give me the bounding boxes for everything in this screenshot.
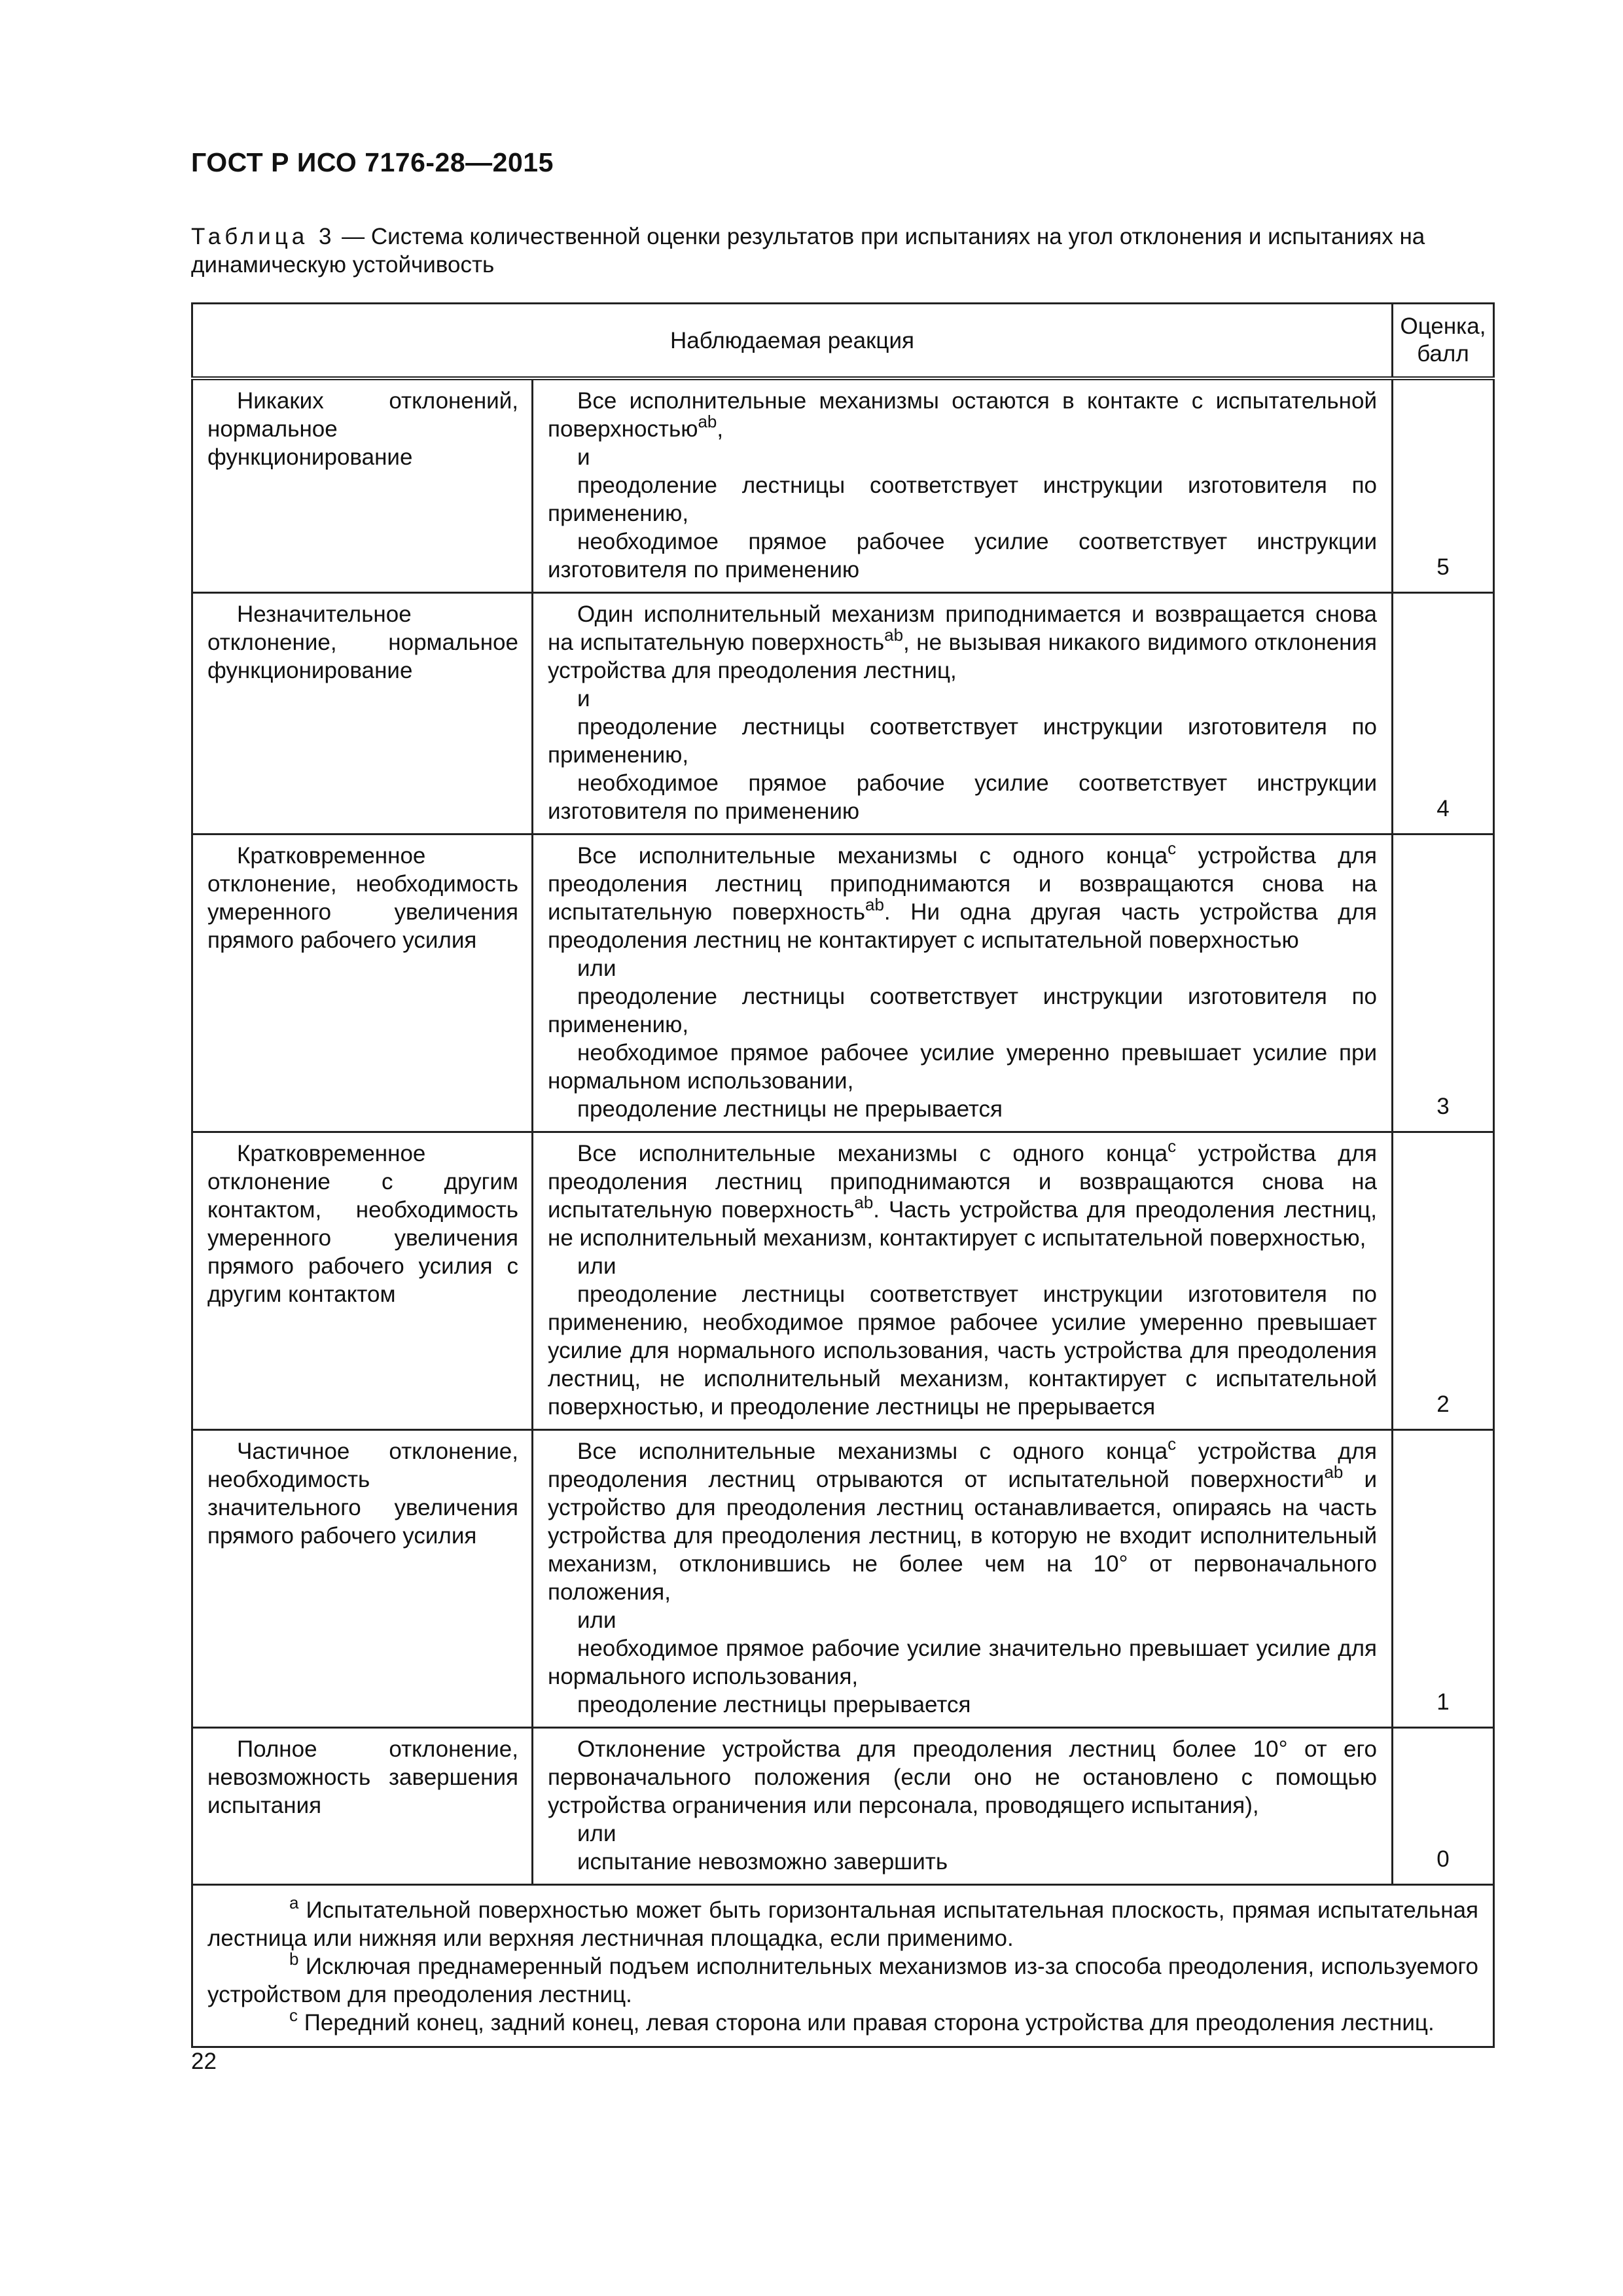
footnote-mark: ab [865,895,884,914]
line-text: преодоление лестницы прерывается [577,1692,971,1717]
line-text: преодоление лестницы соответствует инструкции изготовителя по применению, [548,984,1377,1037]
description-cell [533,834,1393,1132]
state-text: Незначительное отклонение, нормальное функционирование [207,601,518,683]
line-text: необходимое прямое рабочие усилие значительно превышает усилие для нормального использования, [548,1636,1377,1689]
description-cell [533,378,1393,593]
table-header-row [192,304,1494,379]
line-text: преодоление лестницы соответствует инструкции изготовителя по применению, [548,714,1377,768]
description-line [548,1136,1377,1252]
footnote [207,2005,1478,2037]
description-line [548,1039,1377,1095]
line-text: и [577,444,590,470]
description-line [548,1735,1377,1820]
footnote-mark: c [1168,1136,1177,1156]
header-score: Оценка, балл [1393,304,1494,379]
line-text: устройства для преодоления лестниц отрываются от испытательной поверхности [548,1439,1377,1492]
line-text: Все исполнительные механизмы с одного конца [577,843,1168,869]
description-line [548,954,1377,982]
line-text: и [577,686,590,711]
table-caption-label: Таблица 3 [191,224,336,249]
score-cell: 5 [1393,378,1494,593]
line-text: необходимое прямое рабочие усилие соответствует инструкции изготовителя по применению [548,770,1377,824]
description-line [548,685,1377,713]
footnote-mark: b [289,1949,299,1969]
line-text: или [577,1253,616,1279]
footnote-text: Исключая преднамеренный подъем исполнительных механизмов из-за способа преодоления, используемого устройством для преодоления лестниц. [207,1954,1478,2007]
score-cell: 3 [1393,834,1494,1132]
score-cell: 0 [1393,1728,1494,1885]
footnote [207,1893,1478,1952]
description-line [548,713,1377,769]
line-text: преодоление лестницы соответствует инструкции изготовителя по применению, необходимое прямое рабочее усилие умеренно превышает усилие для нормального использования, часть устройства для преодоления лестниц, не исполнительный механизм, контактирует с испытательной поверхностью, и преодоление лестницы не прерывается [548,1282,1377,1420]
line-text: необходимое прямое рабочее усилие умеренно превышает усилие при нормальном использовании, [548,1040,1377,1094]
line-text: Все исполнительные механизмы с одного конца [577,1439,1168,1464]
line-text: Один исполнительный механизм приподнимается и возвращается снова на испытательную поверхность [548,601,1377,655]
description-line [548,1252,1377,1280]
footnotes-row [192,1885,1494,2047]
state-text: Полное отклонение, невозможность завершения испытания [207,1736,518,1818]
description-cell [533,1430,1393,1728]
description-line [548,600,1377,685]
line-text: Все исполнительные механизмы с одного конца [577,1141,1168,1166]
table-row [192,834,1494,1132]
footnote-mark: c [1168,838,1177,858]
description-line [548,1691,1377,1719]
state-cell [192,834,533,1132]
state-text: Кратковременное отклонение с другим контактом, необходимость умеренного увеличения прямого рабочего усилия с другим контактом [207,1141,518,1307]
description-line [548,1280,1377,1421]
line-text: Все исполнительные механизмы остаются в контакте с испытательной поверхностью [548,388,1377,442]
footnotes-cell [192,1885,1494,2047]
description-line [548,838,1378,954]
description-line [548,982,1377,1039]
description-line [548,443,1377,471]
description-line [548,387,1377,443]
table-row [192,593,1494,834]
description-line [548,1606,1377,1634]
footnote-mark: ab [854,1193,874,1212]
line-text: или [577,1821,616,1846]
table-row [192,1728,1494,1885]
score-cell: 2 [1393,1132,1494,1430]
line-text: или [577,956,616,981]
description-cell [533,1728,1393,1885]
page-number: 22 [191,2049,217,2074]
footnote-mark: a [289,1893,299,1912]
score-cell: 4 [1393,593,1494,834]
description-line [548,769,1377,825]
footnote [207,1949,1478,2009]
header-reaction: Наблюдаемая реакция [192,304,1393,379]
line-text: Отклонение устройства для преодоления лестниц более 10° от его первоначального положения (если оно не остановлено с помощью устройства ограничения или персонала, проводящего испытания), [548,1736,1377,1818]
description-line [548,1095,1377,1123]
line-text: преодоление лестницы соответствует инструкции изготовителя по применению, [548,473,1377,526]
line-text: испытание невозможно завершить [577,1849,948,1874]
line-text: , [717,416,724,442]
line-text: преодоление лестницы не прерывается [577,1096,1003,1122]
table-caption [191,223,1495,279]
description-line [548,1634,1377,1691]
description-line [548,1848,1377,1876]
score-cell: 1 [1393,1430,1494,1728]
document-header: ГОСТ Р ИСО 7176-28—2015 [191,147,554,177]
footnote-mark: ab [1324,1462,1344,1482]
footnote-text: Передний конец, задний конец, левая сторона или правая сторона устройства для преодоления лестниц. [298,2010,1435,2036]
line-text: . Ни одна другая часть устройства для преодоления лестниц не контактирует с испытательной поверхностью [548,899,1378,953]
description-cell [533,1132,1393,1430]
line-text: или [577,1607,616,1633]
line-text: . Часть устройства для преодоления лестниц, не исполнительный механизм, контактирует с испытательной поверхностью, [548,1197,1377,1251]
table-caption-text: — Система количественной оценки результатов при испытаниях на угол отклонения и испытаниях на динамическую устойчивость [191,224,1425,278]
line-text: устройства для преодоления лестниц приподнимаются и возвращаются снова на испытательную поверхность [548,843,1377,925]
line-text: необходимое прямое рабочее усилие соответствует инструкции изготовителя по применению [548,529,1377,583]
footnote-mark: c [1168,1434,1177,1454]
state-text: Частичное отклонение, необходимость значительного увеличения прямого рабочего усилия [207,1439,518,1549]
state-text: Кратковременное отклонение, необходимость умеренного увеличения прямого рабочего усилия [207,843,518,953]
table-row [192,378,1494,593]
footnote-mark: ab [884,625,904,645]
line-text: , не вызывая никакого видимого отклонения устройства для преодоления лестниц, [548,630,1377,683]
line-text: и устройство для преодоления лестниц останавливается, опираясь на часть устройства для преодоления лестниц, в которую не входит исполнительный механизм, отклонившись не более чем на 10° от первоначального положения, [548,1467,1377,1605]
state-cell [192,1430,533,1728]
state-text: Никаких отклонений, нормальное функционирование [207,388,518,470]
description-line [548,471,1377,528]
state-cell [192,378,533,593]
line-text: устройства для преодоления лестниц приподнимаются и возвращаются снова на испытательную поверхность [548,1141,1377,1223]
table-row [192,1430,1494,1728]
state-cell [192,1728,533,1885]
description-cell [533,593,1393,834]
table-body [192,378,1494,1885]
footnote-mark: ab [698,412,717,431]
state-cell [192,593,533,834]
table-row [192,1132,1494,1430]
description-line [548,1820,1377,1848]
state-cell [192,1132,533,1430]
description-line [548,1434,1377,1606]
footnote-text: Испытательной поверхностью может быть горизонтальная испытательная плоскость, прямая испытательная лестница или нижняя или верхняя лестничная площадка, если применимо. [207,1897,1478,1951]
score-table [191,302,1495,2048]
description-line [548,528,1377,584]
footnote-mark: c [289,2005,298,2025]
